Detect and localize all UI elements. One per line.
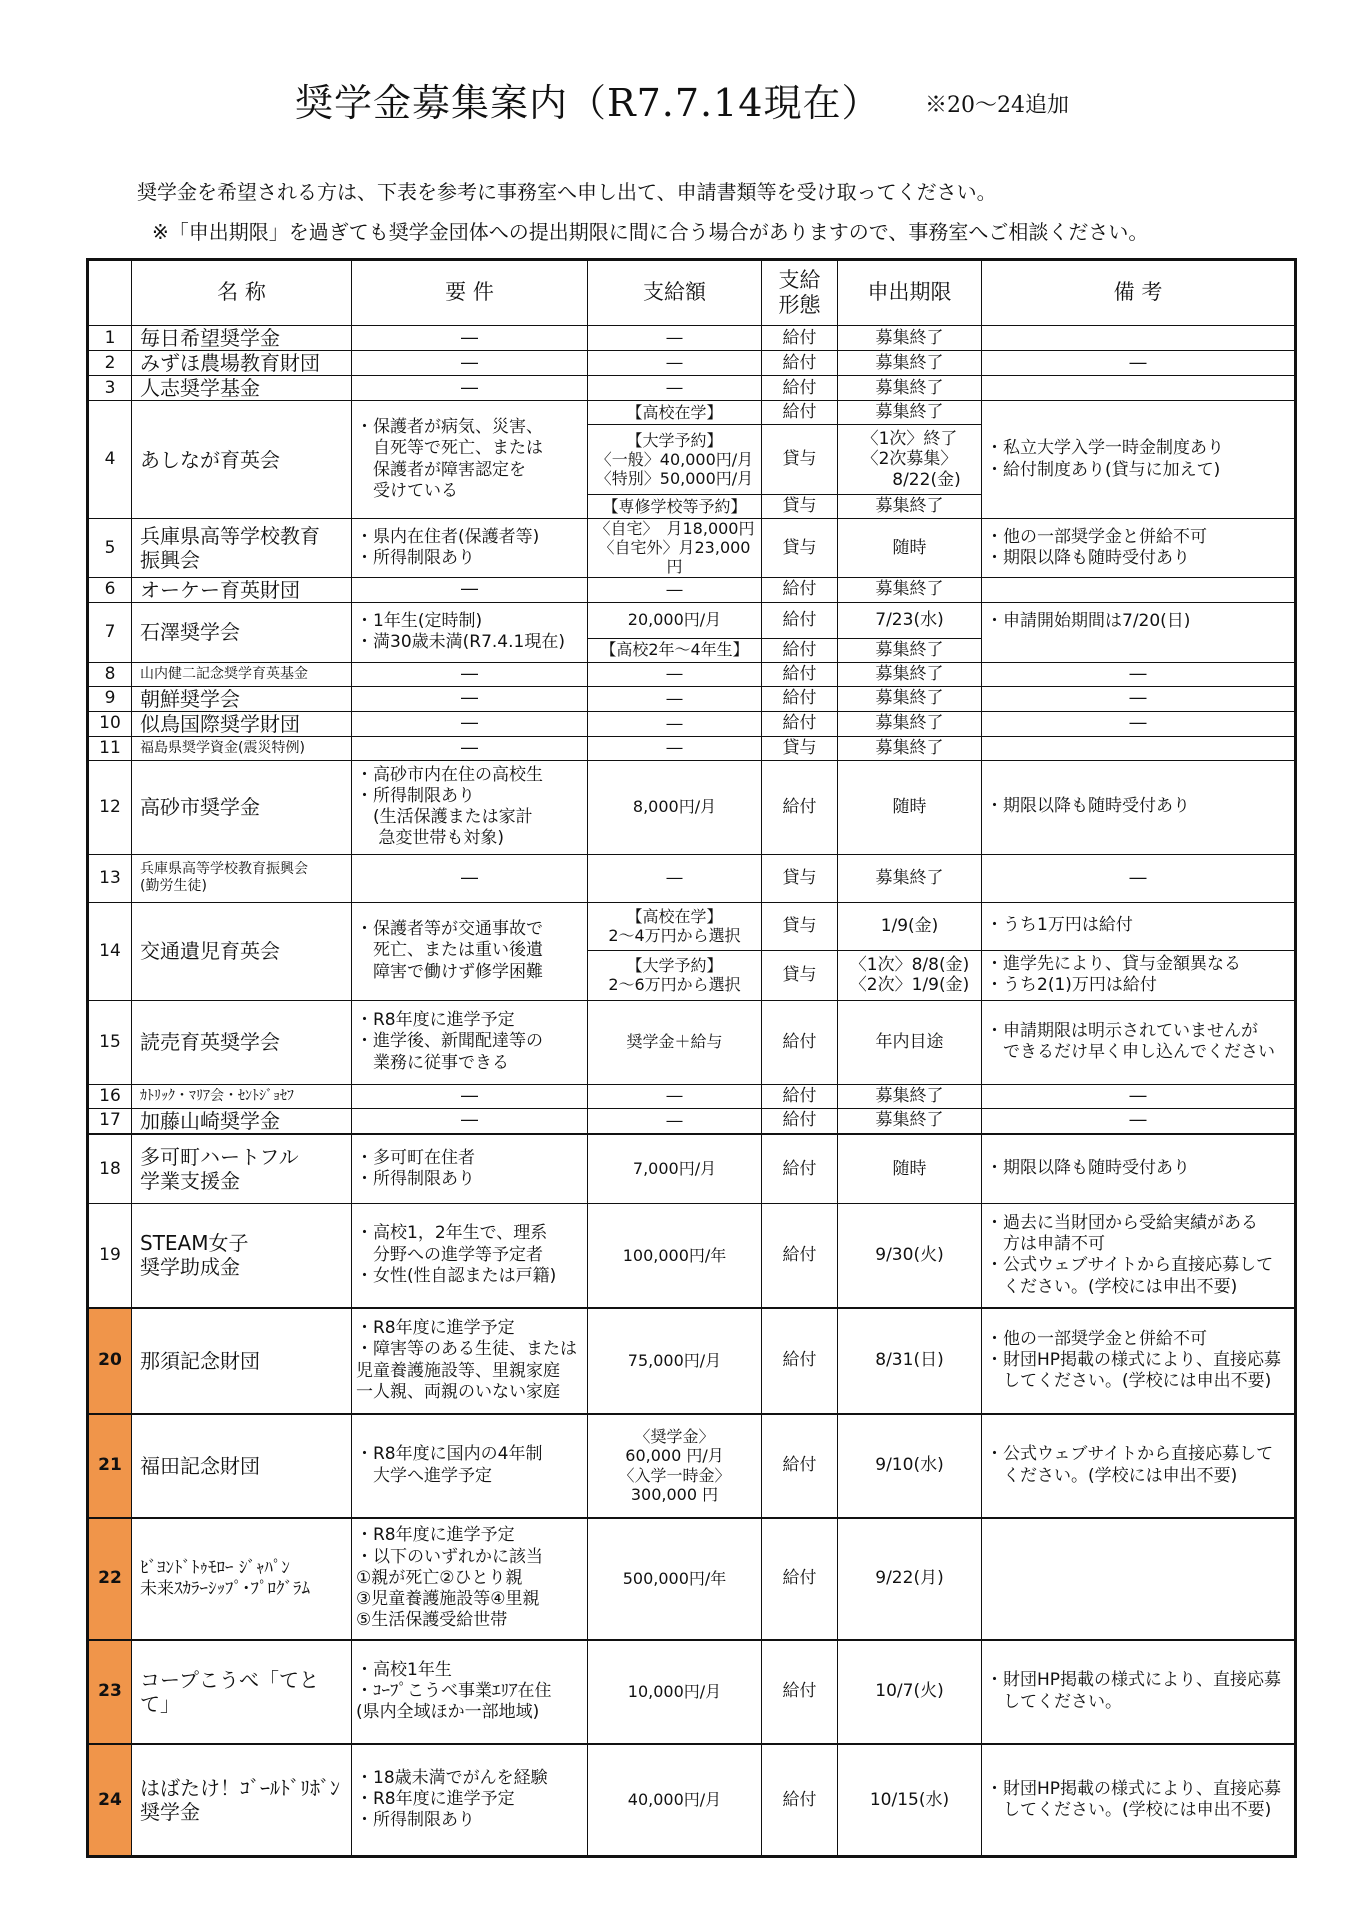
- amount: 奨学金＋給与: [588, 1000, 762, 1084]
- deadline: 〈1次〉8/8(金) 〈2次〉1/9(金): [838, 950, 982, 1000]
- remarks: ・私立大学入学一時金制度あり ・給付制度あり(貸与に加えて): [982, 401, 1296, 519]
- payment-type: 給付: [762, 1744, 838, 1857]
- scholarship-name: 兵庫県高等学校教育振興会 (勤労生徒): [132, 854, 352, 902]
- table-row: [88, 376, 1296, 401]
- payment-type: 給付: [762, 351, 838, 376]
- payment-type: 貸与: [762, 902, 838, 950]
- deadline: 年内目途: [838, 1000, 982, 1084]
- payment-type: 給付: [762, 711, 838, 736]
- requirements: ―: [352, 711, 588, 736]
- scholarship-name: 兵庫県高等学校教育 振興会: [132, 519, 352, 578]
- row-number: 5: [88, 519, 132, 578]
- scholarship-name: 朝鮮奨学会: [132, 686, 352, 711]
- requirements: ・高校1年生 ・ｺｰﾌﾟこうべ事業ｴﾘｱ在住 (県内全域ほか一部地域): [352, 1640, 588, 1744]
- deadline: 8/31(日): [838, 1308, 982, 1414]
- amount: ―: [588, 662, 762, 686]
- scholarship-name: 高砂市奨学金: [132, 760, 352, 854]
- requirements: ・多可町在住者 ・所得制限あり: [352, 1134, 588, 1204]
- table-row: [88, 760, 1296, 854]
- requirements: ―: [352, 326, 588, 351]
- requirements: ―: [352, 662, 588, 686]
- intro-text: 奨学金を希望される方は、下表を参考に事務室へ申し出て、申請書類等を受け取ってください。: [137, 180, 997, 204]
- deadline: 募集終了: [838, 854, 982, 902]
- remarks: ・進学先により、貸与金額異なる ・うち2(1)万円は給付: [982, 950, 1296, 1000]
- amount: 【大学予約】 2～6万円から選択: [588, 950, 762, 1000]
- payment-type: 給付: [762, 401, 838, 425]
- header-deadline: 申出期限: [838, 260, 982, 326]
- payment-type: 給付: [762, 602, 838, 638]
- table-row: [88, 326, 1296, 351]
- header-notes: 備 考: [982, 260, 1296, 326]
- table-row: [88, 902, 1296, 950]
- table-row: [88, 662, 1296, 686]
- requirements: ・高校1，2年生で、理系 分野への進学等予定者 ・女性(性自認または戸籍): [352, 1204, 588, 1308]
- deadline: 募集終了: [838, 577, 982, 602]
- scholarship-name: 交通遺児育英会: [132, 902, 352, 1000]
- remarks: ―: [982, 351, 1296, 376]
- requirements: ・県内在住者(保護者等) ・所得制限あり: [352, 519, 588, 578]
- scholarship-name: ﾋﾞﾖﾝﾄﾞﾄｩﾓﾛｰ ｼﾞｬﾊﾟﾝ 未来ｽｶﾗｰｼｯﾌﾟ･ﾌﾟﾛｸﾞﾗﾑ: [132, 1518, 352, 1640]
- table-row: [88, 1108, 1296, 1134]
- payment-type: 給付: [762, 1134, 838, 1204]
- row-number: 14: [88, 902, 132, 1000]
- requirements: ―: [352, 577, 588, 602]
- amount: 【高校在学】: [588, 401, 762, 425]
- deadline: 10/7(火): [838, 1640, 982, 1744]
- requirements: ・18歳未満でがんを経験 ・R8年度に進学予定 ・所得制限あり: [352, 1744, 588, 1857]
- payment-type: 貸与: [762, 736, 838, 760]
- amount: 〈奨学金〉 60,000 円/月 〈入学一時金〉 300,000 円: [588, 1414, 762, 1518]
- payment-type: 給付: [762, 686, 838, 711]
- deadline: 募集終了: [838, 495, 982, 519]
- scholarship-name: STEAM女子 奨学助成金: [132, 1204, 352, 1308]
- requirements: ―: [352, 1108, 588, 1134]
- remarks: [982, 736, 1296, 760]
- remarks: ・申請開始期間は7/20(日): [982, 602, 1296, 662]
- payment-type: 貸与: [762, 519, 838, 578]
- row-number: 16: [88, 1084, 132, 1108]
- row-number: 13: [88, 854, 132, 902]
- requirements: ・R8年度に進学予定 ・障害等のある生徒、または 児童養護施設等、里親家庭 一人親、両親のいない家庭: [352, 1308, 588, 1414]
- row-number: 4: [88, 401, 132, 519]
- deadline: 随時: [838, 1134, 982, 1204]
- requirements: ・R8年度に進学予定 ・以下のいずれかに該当 ①親が死亡②ひとり親 ③児童養護施設等④里親 ⑤生活保護受給世帯: [352, 1518, 588, 1640]
- scholarship-name: 似鳥国際奨学財団: [132, 711, 352, 736]
- deadline: 1/9(金): [838, 902, 982, 950]
- row-number: 1: [88, 326, 132, 351]
- table-row: [88, 1134, 1296, 1204]
- amount: 【高校在学】 2～4万円から選択: [588, 902, 762, 950]
- remarks: ・期限以降も随時受付あり: [982, 760, 1296, 854]
- amount: 7,000円/月: [588, 1134, 762, 1204]
- remarks: ―: [982, 854, 1296, 902]
- table-row: [88, 854, 1296, 902]
- payment-type: 給付: [762, 662, 838, 686]
- table-row: [88, 401, 1296, 425]
- requirements: ―: [352, 854, 588, 902]
- requirements: ・R8年度に国内の4年制 大学へ進学予定: [352, 1414, 588, 1518]
- amount: ―: [588, 577, 762, 602]
- table-row: [88, 351, 1296, 376]
- remarks: ・他の一部奨学金と併給不可 ・期限以降も随時受付あり: [982, 519, 1296, 578]
- amount: 【高校2年～4年生】: [588, 638, 762, 662]
- table-row: [88, 1084, 1296, 1108]
- scholarship-name: コープこうべ「てとて」: [132, 1640, 352, 1744]
- amount: 40,000円/月: [588, 1744, 762, 1857]
- deadline: 募集終了: [838, 711, 982, 736]
- deadline: 9/30(火): [838, 1204, 982, 1308]
- scholarship-name: 那須記念財団: [132, 1308, 352, 1414]
- payment-type: 給付: [762, 1000, 838, 1084]
- deadline: 募集終了: [838, 686, 982, 711]
- deadline: 募集終了: [838, 736, 982, 760]
- table-row: [88, 1518, 1296, 1640]
- row-number: 12: [88, 760, 132, 854]
- deadline: 募集終了: [838, 638, 982, 662]
- amount: 〈自宅〉 月18,000円 〈自宅外〉月23,000円: [588, 519, 762, 578]
- row-number: 10: [88, 711, 132, 736]
- scholarship-name: 毎日希望奨学金: [132, 326, 352, 351]
- row-number: 3: [88, 376, 132, 401]
- table-row: [88, 1000, 1296, 1084]
- amount: 10,000円/月: [588, 1640, 762, 1744]
- deadline: 募集終了: [838, 1084, 982, 1108]
- row-number: 11: [88, 736, 132, 760]
- requirements: ・高砂市内在住の高校生 ・所得制限あり (生活保護または家計 急変世帯も対象): [352, 760, 588, 854]
- table-row: [88, 1308, 1296, 1414]
- page-title: 奨学金募集案内（R7.7.14現在）: [295, 81, 881, 125]
- payment-type: 給付: [762, 1204, 838, 1308]
- payment-type: 給付: [762, 326, 838, 351]
- deadline: 9/10(水): [838, 1414, 982, 1518]
- scholarship-name: ｶﾄﾘｯｸ・ﾏﾘｱ会・ｾﾝﾄｼﾞｮｾﾌ: [132, 1084, 352, 1108]
- deadline: 募集終了: [838, 326, 982, 351]
- header-amount: 支給額: [588, 260, 762, 326]
- requirements: ・保護者が病気、災害、 自死等で死亡、または 保護者が障害認定を 受けている: [352, 401, 588, 519]
- scholarship-name: オーケー育英財団: [132, 577, 352, 602]
- amount: 100,000円/年: [588, 1204, 762, 1308]
- amount: ―: [588, 711, 762, 736]
- requirements: ―: [352, 686, 588, 711]
- scholarship-name: あしなが育英会: [132, 401, 352, 519]
- scholarship-name: 福田記念財団: [132, 1414, 352, 1518]
- remarks: ・申請期限は明示されていませんが できるだけ早く申し込んでください: [982, 1000, 1296, 1084]
- remarks: ・期限以降も随時受付あり: [982, 1134, 1296, 1204]
- deadline: 9/22(月): [838, 1518, 982, 1640]
- row-number: 6: [88, 577, 132, 602]
- amount: ―: [588, 351, 762, 376]
- row-number: 19: [88, 1204, 132, 1308]
- header-cond: 要 件: [352, 260, 588, 326]
- row-number: 22: [88, 1518, 132, 1640]
- scholarship-table: [86, 258, 1297, 1858]
- table-row: [88, 711, 1296, 736]
- requirements: ―: [352, 736, 588, 760]
- payment-type: 給付: [762, 1414, 838, 1518]
- amount: ―: [588, 686, 762, 711]
- remarks: ・財団HP掲載の様式により、直接応募 してください。(学校には申出不要): [982, 1744, 1296, 1857]
- requirements: ・1年生(定時制) ・満30歳未満(R7.4.1現在): [352, 602, 588, 662]
- amount: 75,000円/月: [588, 1308, 762, 1414]
- deadline: 随時: [838, 519, 982, 578]
- scholarship-name: 石澤奨学会: [132, 602, 352, 662]
- remarks: ―: [982, 1084, 1296, 1108]
- payment-type: 給付: [762, 760, 838, 854]
- remarks: [982, 326, 1296, 351]
- table-row: [88, 577, 1296, 602]
- payment-type: 貸与: [762, 425, 838, 495]
- payment-type: 給付: [762, 1308, 838, 1414]
- requirements: ―: [352, 351, 588, 376]
- table-row: [88, 602, 1296, 638]
- header-form: 支給 形態: [762, 260, 838, 326]
- remarks: ・公式ウェブサイトから直接応募して ください。(学校には申出不要): [982, 1414, 1296, 1518]
- remarks: [982, 577, 1296, 602]
- deadline: 募集終了: [838, 401, 982, 425]
- requirements: ―: [352, 376, 588, 401]
- scholarship-name: 読売育英奨学会: [132, 1000, 352, 1084]
- deadline: 募集終了: [838, 376, 982, 401]
- row-number: 17: [88, 1108, 132, 1134]
- payment-type: 給付: [762, 638, 838, 662]
- remarks: ―: [982, 1108, 1296, 1134]
- amount: ―: [588, 376, 762, 401]
- remarks: ・過去に当財団から受給実績がある 方は申請不可 ・公式ウェブサイトから直接応募して ください。(学校には申出不要): [982, 1204, 1296, 1308]
- payment-type: 給付: [762, 1518, 838, 1640]
- deadline: 〈1次〉終了 〈2次募集〉 8/22(金): [838, 425, 982, 495]
- remarks: ―: [982, 711, 1296, 736]
- row-number: 9: [88, 686, 132, 711]
- payment-type: 貸与: [762, 495, 838, 519]
- intro-note: ※「申出期限」を過ぎても奨学金団体への提出期限に間に合う場合がありますので、事務室へご相談ください。: [152, 220, 1149, 244]
- row-number: 2: [88, 351, 132, 376]
- row-number: 20: [88, 1308, 132, 1414]
- row-number: 8: [88, 662, 132, 686]
- deadline: 7/23(水): [838, 602, 982, 638]
- table-row: [88, 519, 1296, 578]
- payment-type: 貸与: [762, 950, 838, 1000]
- header-name: 名 称: [132, 260, 352, 326]
- amount: ―: [588, 1084, 762, 1108]
- amount: ―: [588, 736, 762, 760]
- scholarship-name: はばたけ！ｺﾞｰﾙﾄﾞﾘﾎﾞﾝ 奨学金: [132, 1744, 352, 1857]
- payment-type: 給付: [762, 577, 838, 602]
- remarks: [982, 376, 1296, 401]
- remarks: ―: [982, 662, 1296, 686]
- table-row: [88, 1204, 1296, 1308]
- scholarship-name: 人志奨学基金: [132, 376, 352, 401]
- remarks: ―: [982, 686, 1296, 711]
- requirements: ・R8年度に進学予定 ・進学後、新聞配達等の 業務に従事できる: [352, 1000, 588, 1084]
- table-row: [88, 686, 1296, 711]
- payment-type: 給付: [762, 1108, 838, 1134]
- requirements: ・保護者等が交通事故で 死亡、または重い後遺 障害で働けず修学困難: [352, 902, 588, 1000]
- scholarship-table-wrap: [86, 258, 1294, 1858]
- remarks: ・他の一部奨学金と併給不可 ・財団HP掲載の様式により、直接応募 してください。(学校には申出不要): [982, 1308, 1296, 1414]
- requirements: ―: [352, 1084, 588, 1108]
- amount: 20,000円/月: [588, 602, 762, 638]
- amount: ―: [588, 854, 762, 902]
- amount: 8,000円/月: [588, 760, 762, 854]
- amount: 【大学予約】 〈一般〉40,000円/月 〈特別〉50,000円/月: [588, 425, 762, 495]
- row-number: 24: [88, 1744, 132, 1857]
- payment-type: 貸与: [762, 854, 838, 902]
- table-row: [88, 1414, 1296, 1518]
- table-row: [88, 1640, 1296, 1744]
- payment-type: 給付: [762, 1640, 838, 1744]
- deadline: 募集終了: [838, 351, 982, 376]
- remarks: [982, 1518, 1296, 1640]
- payment-type: 給付: [762, 1084, 838, 1108]
- table-row: [88, 736, 1296, 760]
- remarks: ・財団HP掲載の様式により、直接応募 してください。: [982, 1640, 1296, 1744]
- scholarship-name: 福島県奨学資金(震災特例): [132, 736, 352, 760]
- amount: ―: [588, 1108, 762, 1134]
- header-no: [88, 260, 132, 326]
- scholarship-name: 加藤山崎奨学金: [132, 1108, 352, 1134]
- row-number: 15: [88, 1000, 132, 1084]
- scholarship-name: みずほ農場教育財団: [132, 351, 352, 376]
- row-number: 7: [88, 602, 132, 662]
- deadline: 募集終了: [838, 662, 982, 686]
- deadline: 10/15(水): [838, 1744, 982, 1857]
- deadline: 随時: [838, 760, 982, 854]
- payment-type: 給付: [762, 376, 838, 401]
- deadline: 募集終了: [838, 1108, 982, 1134]
- amount: ―: [588, 326, 762, 351]
- remarks: ・うち1万円は給付: [982, 902, 1296, 950]
- table-row: [88, 1744, 1296, 1857]
- header-row: [88, 260, 1296, 326]
- row-number: 21: [88, 1414, 132, 1518]
- scholarship-name: 多可町ハートフル 学業支援金: [132, 1134, 352, 1204]
- row-number: 18: [88, 1134, 132, 1204]
- row-number: 23: [88, 1640, 132, 1744]
- scholarship-name: 山内健二記念奨学育英基金: [132, 662, 352, 686]
- amount: 【専修学校等予約】: [588, 495, 762, 519]
- title-note: ※20～24追加: [925, 93, 1069, 118]
- amount: 500,000円/年: [588, 1518, 762, 1640]
